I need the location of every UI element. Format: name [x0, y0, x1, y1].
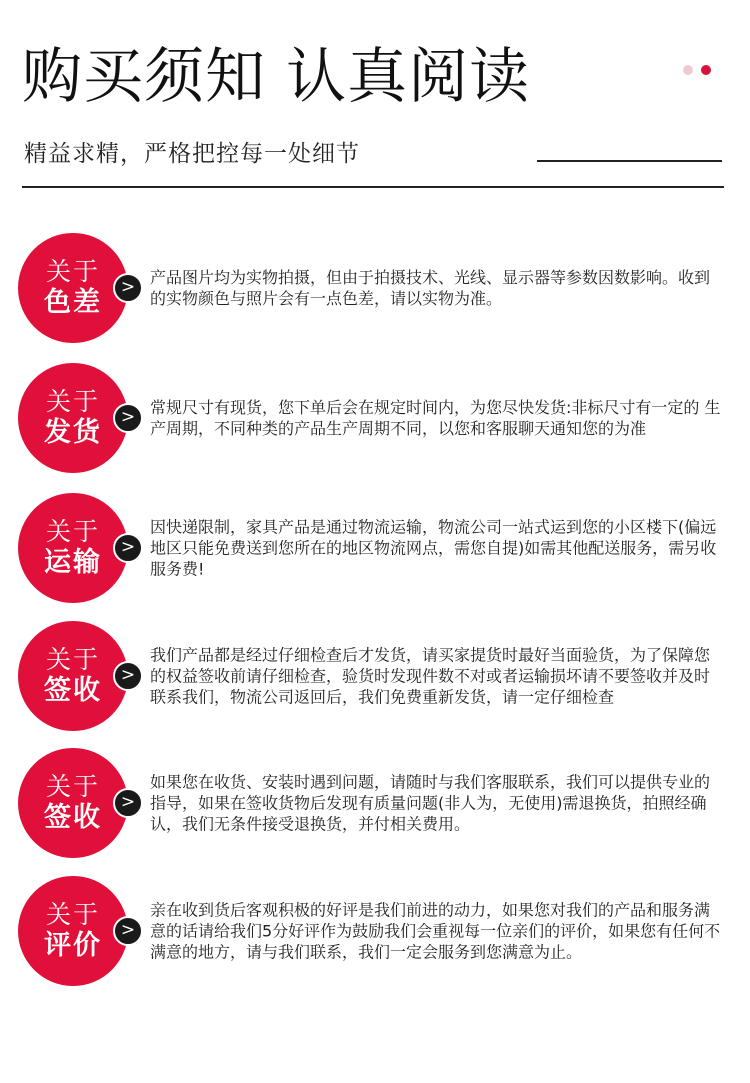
chevron-right-icon: >	[113, 403, 143, 433]
header-divider	[22, 186, 724, 188]
badge-label-bottom: 签收	[44, 802, 102, 833]
section-text: 亲在收到货后客观积极的好评是我们前进的动力，如果您对我们的产品和服务满意的话请给我们5分好评作为鼓励我们会重视每一位亲们的评价，如果您有任何不满意的地方，请与我们联系，我们一定会服务到您满意为止。	[150, 900, 721, 962]
section-badge	[18, 748, 128, 858]
badge-label-top: 关于	[45, 257, 100, 286]
badge-label-bottom: 发货	[44, 417, 102, 448]
section-color-difference	[18, 233, 730, 343]
section-text: 如果您在收货、安装时遇到问题，请随时与我们客服联系，我们可以提供专业的指导，如果在签收货物后发现有质量问题(非人为，无使用)需退换货，拍照经确认，我们无条件接受退换货，并付相关费用。	[150, 772, 711, 834]
badge-label-bottom: 评价	[44, 930, 102, 961]
section-text: 我们产品都是经过仔细检查后才发货，请买家提货时最好当面验货，为了保障您的权益签收前请仔细检查，验货时发现件数不对或者运输损坏请不要签收并及时联系我们，物流公司返回后，我们免费重新发货，请一定仔细检查	[150, 645, 711, 707]
section-text: 产品图片均为实物拍摄，但由于拍摄技术、光线、显示器等参数因数影响。收到的实物颜色与照片会有一点色差，请以实物为准。	[150, 268, 711, 308]
chevron-right-icon: >	[113, 788, 143, 818]
chevron-right-icon: >	[113, 533, 143, 563]
badge-label-top: 关于	[45, 900, 100, 929]
badge-label-top: 关于	[45, 772, 100, 801]
section-badge	[18, 876, 128, 986]
chevron-right-icon: >	[113, 273, 143, 303]
badge-label-top: 关于	[45, 387, 100, 416]
dot-red	[701, 65, 711, 75]
section-badge	[18, 493, 128, 603]
badge-label-bottom: 色差	[44, 287, 102, 318]
page-subtitle: 精益求精，严格把控每一处细节	[24, 141, 360, 167]
badge-label-top: 关于	[45, 645, 100, 674]
chevron-right-icon: >	[113, 661, 143, 691]
page-title: 购买须知 认真阅读	[22, 42, 531, 112]
section-shipping	[18, 363, 730, 473]
chevron-right-icon: >	[113, 916, 143, 946]
section-transport	[18, 493, 730, 603]
section-signing	[18, 621, 730, 731]
section-badge	[18, 233, 128, 343]
subtitle-underline	[537, 160, 722, 162]
badge-label-top: 关于	[45, 517, 100, 546]
badge-label-bottom: 签收	[44, 675, 102, 706]
section-badge	[18, 363, 128, 473]
section-text: 因快递限制，家具产品是通过物流运输，物流公司一站式运到您的小区楼下(偏远地区只能免费送到您所在的地区物流网点，需您自提)如需其他配送服务，需另收服务费!	[150, 517, 717, 579]
badge-label-bottom: 运输	[44, 547, 102, 578]
section-text: 常规尺寸有现货，您下单后会在规定时间内，为您尽快发货:非标尺寸有一定的 生产周期，不同种类的产品生产周期不同，以您和客服聊天通知您的为准	[150, 398, 721, 438]
section-after-sales	[18, 748, 730, 858]
decorative-dots	[683, 65, 711, 75]
section-badge	[18, 621, 128, 731]
dot-light	[683, 65, 693, 75]
section-review	[18, 876, 730, 986]
